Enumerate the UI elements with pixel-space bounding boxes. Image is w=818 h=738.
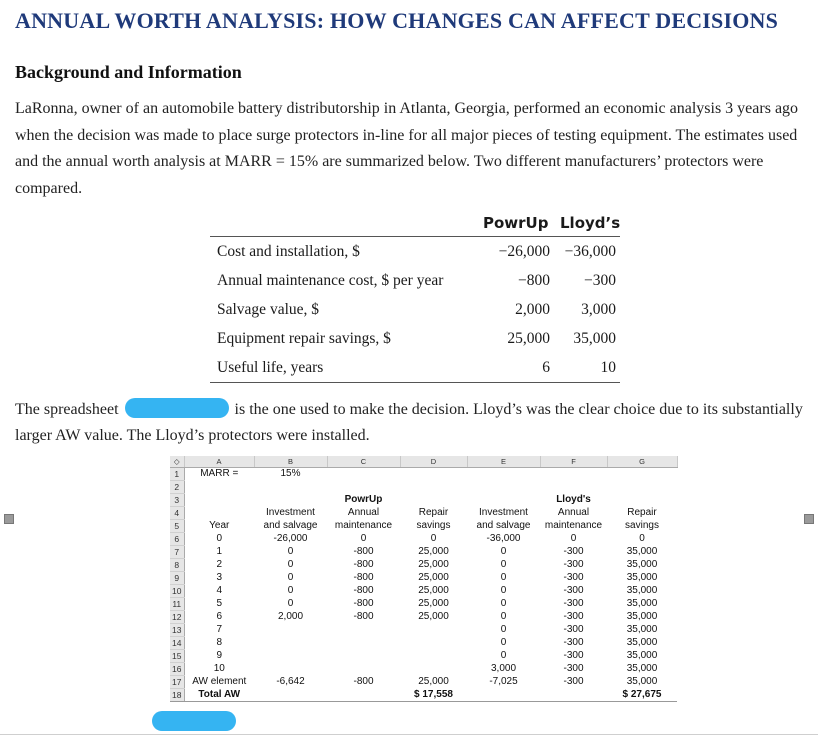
spreadsheet-row xyxy=(170,468,677,481)
spreadsheet-cell[interactable] xyxy=(467,481,540,494)
spreadsheet-cell[interactable] xyxy=(254,637,327,650)
spreadsheet-cell[interactable] xyxy=(400,637,467,650)
spreadsheet-cell[interactable]: 1 xyxy=(216,546,223,557)
spreadsheet-cell[interactable] xyxy=(540,468,607,481)
spreadsheet-cell[interactable]: -300 xyxy=(563,572,584,583)
spreadsheet-cell[interactable] xyxy=(467,689,540,702)
estimate-row xyxy=(210,237,620,266)
estimates-header xyxy=(210,208,620,236)
spreadsheet-cell[interactable]: 25,000 xyxy=(418,598,449,609)
spreadsheet-row xyxy=(170,624,677,637)
spreadsheet-cell[interactable]: -800 xyxy=(353,598,374,609)
spreadsheet-cell[interactable] xyxy=(254,689,327,702)
spreadsheet-cell[interactable] xyxy=(540,689,607,702)
header-lloyds: Lloyd’s xyxy=(560,214,621,232)
spreadsheet-cell[interactable]: MARR = xyxy=(200,468,239,480)
spreadsheet-row xyxy=(170,572,677,585)
spreadsheet-row xyxy=(170,559,677,572)
estimate-lloyds-value: 35,000 xyxy=(573,330,616,347)
row-number[interactable]: 14 xyxy=(170,637,184,650)
spreadsheet-cell[interactable]: Investment xyxy=(266,507,315,518)
spreadsheet-cell[interactable] xyxy=(254,494,327,507)
estimates-body xyxy=(210,236,620,383)
spreadsheet-cell[interactable]: -300 xyxy=(563,650,584,661)
row-number[interactable]: 4 xyxy=(170,507,184,520)
spreadsheet-cell[interactable]: -800 xyxy=(353,676,374,687)
spreadsheet-cell[interactable] xyxy=(327,481,400,494)
row-number[interactable]: 18 xyxy=(170,689,184,702)
spreadsheet-row xyxy=(170,650,677,663)
spreadsheet-cell[interactable]: -800 xyxy=(353,559,374,570)
spreadsheet-cell[interactable]: 35,000 xyxy=(626,637,658,648)
spreadsheet-cell[interactable]: 15% xyxy=(280,468,301,480)
spreadsheet-cell[interactable]: 9 xyxy=(216,650,223,661)
estimate-lloyds-value: 3,000 xyxy=(581,301,616,318)
spreadsheet-cell[interactable]: Repair xyxy=(627,507,657,518)
spreadsheet-cell[interactable] xyxy=(400,494,467,507)
spreadsheet-cell[interactable] xyxy=(184,494,254,507)
spreadsheet-cell[interactable]: 0 xyxy=(287,546,294,557)
spreadsheet-cell[interactable]: -300 xyxy=(563,585,584,596)
background-paragraph: LaRonna, owner of an automobile battery distributorship in Atlanta, Georgia, performed an economic analysis 3 years ago when the decision was made to place surge protectors in-line for all major pieces of testing equipment. The estimates used and the annual worth analysis at MARR = 15% are summarized below. Two different manufacturers’ protectors were compared. xyxy=(15,100,799,197)
spreadsheet-cell[interactable]: 0 xyxy=(500,637,507,648)
column-header[interactable]: E xyxy=(467,456,540,468)
spreadsheet-cell[interactable]: 5 xyxy=(216,598,223,609)
spreadsheet xyxy=(170,456,678,702)
spreadsheet-cell[interactable]: -6,642 xyxy=(276,676,305,687)
column-header-row xyxy=(170,456,677,468)
spreadsheet-cell[interactable] xyxy=(327,468,400,481)
decision-paragraph xyxy=(15,397,810,449)
spreadsheet-cell[interactable]: -7,025 xyxy=(489,676,518,687)
estimate-lloyds-value: 10 xyxy=(600,359,616,376)
spreadsheet-cell[interactable]: 0 xyxy=(500,585,507,596)
decision-text-end: is the one used to make the decision. Lloyd’s was the clear choice due to its substantially larger AW value. The Lloyd’s protectors were installed. xyxy=(15,401,803,444)
spreadsheet-cell[interactable]: 4 xyxy=(216,585,223,596)
spreadsheet-cell[interactable]: 0 xyxy=(500,650,507,661)
spreadsheet-cell[interactable]: -800 xyxy=(353,611,374,622)
spreadsheet-cell[interactable] xyxy=(400,663,467,676)
spreadsheet-cell[interactable]: -300 xyxy=(563,559,584,570)
estimate-label: Salvage value, $ xyxy=(217,301,320,318)
estimate-row xyxy=(210,266,620,295)
estimate-label: Cost and installation, $ xyxy=(217,243,360,260)
spreadsheet-cell[interactable]: 0 xyxy=(570,533,577,544)
estimate-powrup-value: 2,000 xyxy=(515,301,550,318)
spreadsheet-cell[interactable]: -300 xyxy=(563,546,584,557)
spreadsheet-cell[interactable]: 6 xyxy=(216,611,223,622)
spreadsheet-cell[interactable]: Year xyxy=(209,520,230,531)
spreadsheet-cell[interactable]: 2 xyxy=(216,559,223,570)
header-powrup: PowrUp xyxy=(483,214,549,232)
left-scroll-marker[interactable] xyxy=(4,514,14,524)
spreadsheet-cell[interactable]: 3 xyxy=(216,572,223,583)
spreadsheet-cell[interactable]: -300 xyxy=(563,637,584,648)
spreadsheet-cell[interactable]: 0 xyxy=(360,533,367,544)
spreadsheet-cell[interactable] xyxy=(184,507,254,520)
spreadsheet-cell[interactable]: 0 xyxy=(287,598,294,609)
spreadsheet-cell[interactable]: 25,000 xyxy=(418,611,449,622)
spreadsheet-cell[interactable] xyxy=(254,481,327,494)
spreadsheet-cell[interactable]: 0 xyxy=(500,572,507,583)
row-number[interactable]: 5 xyxy=(170,520,184,533)
column-header[interactable]: F xyxy=(540,456,607,468)
spreadsheet-cell[interactable]: 25,000 xyxy=(418,572,449,583)
estimate-row xyxy=(210,295,620,324)
row-number[interactable]: 2 xyxy=(170,481,184,494)
spreadsheet-cell[interactable] xyxy=(254,650,327,663)
spreadsheet-cell[interactable] xyxy=(327,637,400,650)
spreadsheet-cell[interactable] xyxy=(184,481,254,494)
row-number[interactable]: 8 xyxy=(170,559,184,572)
spreadsheet-cell[interactable] xyxy=(400,481,467,494)
row-number[interactable]: 3 xyxy=(170,494,184,507)
row-number[interactable]: 6 xyxy=(170,533,184,546)
spreadsheet-row xyxy=(170,507,677,520)
spreadsheet-cell[interactable]: 35,000 xyxy=(626,559,658,570)
spreadsheet-cell[interactable]: -800 xyxy=(353,585,374,596)
spreadsheet-row xyxy=(170,598,677,611)
spreadsheet-cell[interactable]: savings xyxy=(416,520,451,531)
spreadsheet-cell[interactable]: -800 xyxy=(353,546,374,557)
spreadsheet-row xyxy=(170,689,677,702)
spreadsheet-row xyxy=(170,533,677,546)
spreadsheet-cell[interactable]: 35,000 xyxy=(626,663,658,674)
spreadsheet-cell[interactable]: -300 xyxy=(563,611,584,622)
section-heading: Background and Information xyxy=(15,62,242,82)
spreadsheet-cell[interactable]: -300 xyxy=(563,624,584,635)
spreadsheet-row xyxy=(170,481,677,494)
spreadsheet-cell[interactable] xyxy=(607,494,677,507)
spreadsheet-cell[interactable]: 25,000 xyxy=(418,559,449,570)
spreadsheet-cell[interactable]: -300 xyxy=(563,676,584,687)
column-header[interactable]: C xyxy=(327,456,400,468)
spreadsheet-cell[interactable]: 0 xyxy=(216,533,223,544)
highlight-mark-bottom xyxy=(152,711,236,731)
spreadsheet-cell[interactable]: 0 xyxy=(287,572,294,583)
highlight-mark xyxy=(125,398,229,418)
spreadsheet-cell[interactable]: 0 xyxy=(287,559,294,570)
column-header[interactable]: A xyxy=(184,456,254,468)
estimate-lloyds-value: −36,000 xyxy=(564,243,616,260)
spreadsheet-cell[interactable]: $ 17,558 xyxy=(400,689,467,702)
estimate-label: Equipment repair savings, $ xyxy=(217,330,391,347)
spreadsheet-cell[interactable]: and salvage xyxy=(263,520,318,531)
spreadsheet-row xyxy=(170,637,677,650)
decision-text-start: The spreadsheet xyxy=(15,401,119,418)
spreadsheet-cell[interactable] xyxy=(467,468,540,481)
spreadsheet-cell[interactable]: 8 xyxy=(216,637,223,648)
row-number[interactable]: 11 xyxy=(170,598,184,611)
spreadsheet-cell[interactable]: 25,000 xyxy=(418,546,449,557)
spreadsheet-row xyxy=(170,663,677,676)
estimate-powrup-value: 6 xyxy=(542,359,550,376)
spreadsheet-row xyxy=(170,611,677,624)
spreadsheet-cell[interactable]: and salvage xyxy=(476,520,531,531)
spreadsheet-cell[interactable]: 0 xyxy=(500,598,507,609)
spreadsheet-cell[interactable] xyxy=(254,624,327,637)
spreadsheet-cell[interactable]: PowrUp xyxy=(344,494,383,505)
spreadsheet-cell[interactable] xyxy=(400,650,467,663)
spreadsheet-cell[interactable]: AW element xyxy=(192,676,247,687)
spreadsheet-cell[interactable]: -300 xyxy=(563,598,584,609)
spreadsheet-cell[interactable]: Total AW xyxy=(184,689,254,702)
spreadsheet-cell[interactable] xyxy=(327,689,400,702)
spreadsheet-cell[interactable]: 35,000 xyxy=(626,546,658,557)
spreadsheet-row xyxy=(170,676,677,689)
spreadsheet-cell[interactable]: -26,000 xyxy=(273,533,308,544)
spreadsheet-cell[interactable]: 0 xyxy=(500,546,507,557)
spreadsheet-cell[interactable]: Annual xyxy=(347,507,380,518)
spreadsheet-cell[interactable]: Investment xyxy=(479,507,528,518)
spreadsheet-cell[interactable]: 35,000 xyxy=(626,676,658,687)
estimate-label: Annual maintenance cost, $ per year xyxy=(217,272,444,289)
spreadsheet-cell[interactable]: Lloyd's xyxy=(556,494,591,505)
spreadsheet-cell[interactable]: Annual xyxy=(557,507,590,518)
spreadsheet-cell[interactable]: -800 xyxy=(353,572,374,583)
spreadsheet-cell[interactable]: -300 xyxy=(563,663,584,674)
row-number[interactable]: 12 xyxy=(170,611,184,624)
estimate-lloyds-value: −300 xyxy=(584,272,616,289)
spreadsheet-cell[interactable] xyxy=(540,481,607,494)
spreadsheet-cell[interactable]: $ 27,675 xyxy=(607,689,677,702)
spreadsheet-cell[interactable]: 0 xyxy=(287,585,294,596)
spreadsheet-row xyxy=(170,546,677,559)
spreadsheet-cell[interactable]: 0 xyxy=(500,611,507,622)
column-header[interactable]: G xyxy=(607,456,677,468)
spreadsheet-cell[interactable]: maintenance xyxy=(544,520,603,531)
right-scroll-marker[interactable] xyxy=(804,514,814,524)
column-header[interactable]: B xyxy=(254,456,327,468)
row-number[interactable]: 15 xyxy=(170,650,184,663)
spreadsheet-cell[interactable]: 0 xyxy=(500,559,507,570)
spreadsheet-cell[interactable]: savings xyxy=(625,520,659,531)
spreadsheet-cell[interactable] xyxy=(327,663,400,676)
spreadsheet-cell[interactable] xyxy=(467,494,540,507)
row-number[interactable]: 10 xyxy=(170,585,184,598)
spreadsheet-cell[interactable] xyxy=(400,468,467,481)
spreadsheet-cell[interactable] xyxy=(327,624,400,637)
page-divider xyxy=(0,734,818,735)
spreadsheet-cell[interactable]: 25,000 xyxy=(418,585,449,596)
estimate-row xyxy=(210,324,620,353)
spreadsheet-cell[interactable]: 35,000 xyxy=(626,650,658,661)
spreadsheet-cell[interactable]: 0 xyxy=(639,533,645,544)
spreadsheet-cell[interactable]: 35,000 xyxy=(626,611,658,622)
spreadsheet-cell[interactable] xyxy=(327,650,400,663)
spreadsheet-cell[interactable] xyxy=(400,624,467,637)
spreadsheet-cell[interactable] xyxy=(254,663,327,676)
row-number[interactable]: 13 xyxy=(170,624,184,637)
spreadsheet-cell[interactable]: 7 xyxy=(216,624,223,635)
spreadsheet-cell[interactable] xyxy=(607,468,677,481)
spreadsheet-cell[interactable]: Repair xyxy=(418,507,449,518)
estimate-powrup-value: 25,000 xyxy=(507,330,550,347)
spreadsheet-cell[interactable]: 0 xyxy=(430,533,437,544)
spreadsheet-cell[interactable]: 2,000 xyxy=(277,611,304,622)
spreadsheet-cell[interactable]: 0 xyxy=(500,624,507,635)
column-header[interactable]: D xyxy=(400,456,467,468)
row-number[interactable]: 7 xyxy=(170,546,184,559)
row-number[interactable]: 9 xyxy=(170,572,184,585)
estimate-row xyxy=(210,353,620,382)
row-number[interactable]: 16 xyxy=(170,663,184,676)
estimate-label: Useful life, years xyxy=(217,359,324,376)
spreadsheet-row xyxy=(170,585,677,598)
spreadsheet-cell[interactable]: 35,000 xyxy=(626,572,658,583)
select-all-corner[interactable]: ◇ xyxy=(170,456,184,468)
spreadsheet-cell[interactable]: -36,000 xyxy=(486,533,521,544)
spreadsheet-cell[interactable]: maintenance xyxy=(334,520,393,531)
spreadsheet-row xyxy=(170,520,677,533)
page-title: ANNUAL WORTH ANALYSIS: HOW CHANGES CAN AFFECT DECISIONS xyxy=(15,8,779,33)
spreadsheet-row xyxy=(170,494,677,507)
spreadsheet-cell[interactable]: 25,000 xyxy=(418,676,449,687)
row-number[interactable]: 17 xyxy=(170,676,184,689)
spreadsheet-cell[interactable]: 35,000 xyxy=(626,624,658,635)
spreadsheet-cell[interactable] xyxy=(607,481,677,494)
spreadsheet-cell[interactable]: 35,000 xyxy=(626,598,658,609)
spreadsheet-cell[interactable]: 3,000 xyxy=(490,663,517,674)
estimate-powrup-value: −800 xyxy=(518,272,550,289)
row-number[interactable]: 1 xyxy=(170,468,184,481)
spreadsheet-cell[interactable]: 10 xyxy=(213,663,225,674)
spreadsheet-cell[interactable]: 35,000 xyxy=(626,585,658,596)
estimate-powrup-value: −26,000 xyxy=(498,243,550,260)
